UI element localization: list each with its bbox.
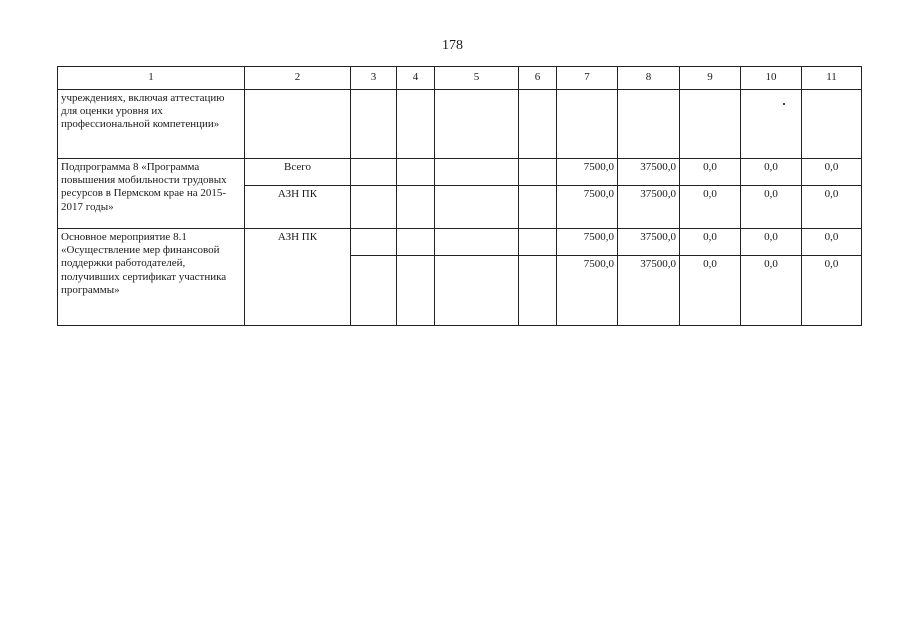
- column-header: 2: [245, 67, 351, 90]
- column-header: 5: [435, 67, 519, 90]
- value-cell: 7500,0: [557, 229, 618, 256]
- value-cell: 7500,0: [557, 256, 618, 326]
- value-cell: 37500,0: [618, 256, 680, 326]
- table-cell: [680, 90, 741, 159]
- value-cell: 0,0: [680, 256, 741, 326]
- table-cell: [351, 256, 397, 326]
- table-cell: [519, 256, 557, 326]
- table-cell: [519, 186, 557, 229]
- table-cell: [351, 229, 397, 256]
- column-header: 1: [58, 67, 245, 90]
- column-header: 10: [741, 67, 802, 90]
- table-cell: [435, 90, 519, 159]
- table-cell: [618, 90, 680, 159]
- table-cell: [397, 256, 435, 326]
- value-cell: 0,0: [741, 256, 802, 326]
- row-name-cell: Подпрограмма 8 «Программа повышения мобильности трудовых ресурсов в Пермском крае на 2015-2017 годы»: [58, 159, 245, 229]
- table-row: [58, 159, 862, 186]
- table-cell: [435, 229, 519, 256]
- executor-cell: АЗН ПК: [245, 229, 351, 326]
- table-row: [58, 229, 862, 256]
- value-cell: 0,0: [802, 229, 862, 256]
- value-cell: 0,0: [741, 229, 802, 256]
- table-cell: [519, 229, 557, 256]
- row-name-cell: учреждениях, включая аттестацию для оценки уровня их профессиональной компетенции»: [58, 90, 245, 159]
- scan-speck: [783, 103, 785, 105]
- table-cell: [802, 90, 862, 159]
- value-cell: 0,0: [802, 159, 862, 186]
- page-number: 178: [442, 38, 463, 53]
- column-number-row: [58, 67, 862, 90]
- table-cell: [351, 90, 397, 159]
- table-row: [58, 90, 862, 159]
- column-header: 9: [680, 67, 741, 90]
- value-cell: 0,0: [802, 186, 862, 229]
- table-cell: [351, 186, 397, 229]
- value-cell: 0,0: [741, 186, 802, 229]
- table-cell: [397, 186, 435, 229]
- table-cell: [519, 159, 557, 186]
- value-cell: 0,0: [680, 159, 741, 186]
- column-header: 6: [519, 67, 557, 90]
- table-cell: [435, 256, 519, 326]
- column-header: 3: [351, 67, 397, 90]
- row-name-cell: Основное мероприятие 8.1 «Осуществление мер финансовой поддержки работодателей, получивших сертификат участника программы»: [58, 229, 245, 326]
- table-cell: [397, 159, 435, 186]
- column-header: 4: [397, 67, 435, 90]
- value-cell: 0,0: [741, 159, 802, 186]
- table-cell: [397, 90, 435, 159]
- table-cell: [519, 90, 557, 159]
- value-cell: 37500,0: [618, 229, 680, 256]
- table-cell: [351, 159, 397, 186]
- column-header: 8: [618, 67, 680, 90]
- column-header: 7: [557, 67, 618, 90]
- value-cell: 0,0: [802, 256, 862, 326]
- table-cell: [245, 90, 351, 159]
- value-cell: 7500,0: [557, 159, 618, 186]
- value-cell: 37500,0: [618, 186, 680, 229]
- column-header: 11: [802, 67, 862, 90]
- value-cell: 7500,0: [557, 186, 618, 229]
- value-cell: 37500,0: [618, 159, 680, 186]
- value-cell: 0,0: [680, 229, 741, 256]
- executor-cell: Всего: [245, 159, 351, 186]
- table-cell: [397, 229, 435, 256]
- executor-cell: АЗН ПК: [245, 186, 351, 229]
- budget-table: [57, 66, 862, 326]
- table-cell: [435, 159, 519, 186]
- value-cell: 0,0: [680, 186, 741, 229]
- table-cell: [435, 186, 519, 229]
- table-cell: [741, 90, 802, 159]
- table-cell: [557, 90, 618, 159]
